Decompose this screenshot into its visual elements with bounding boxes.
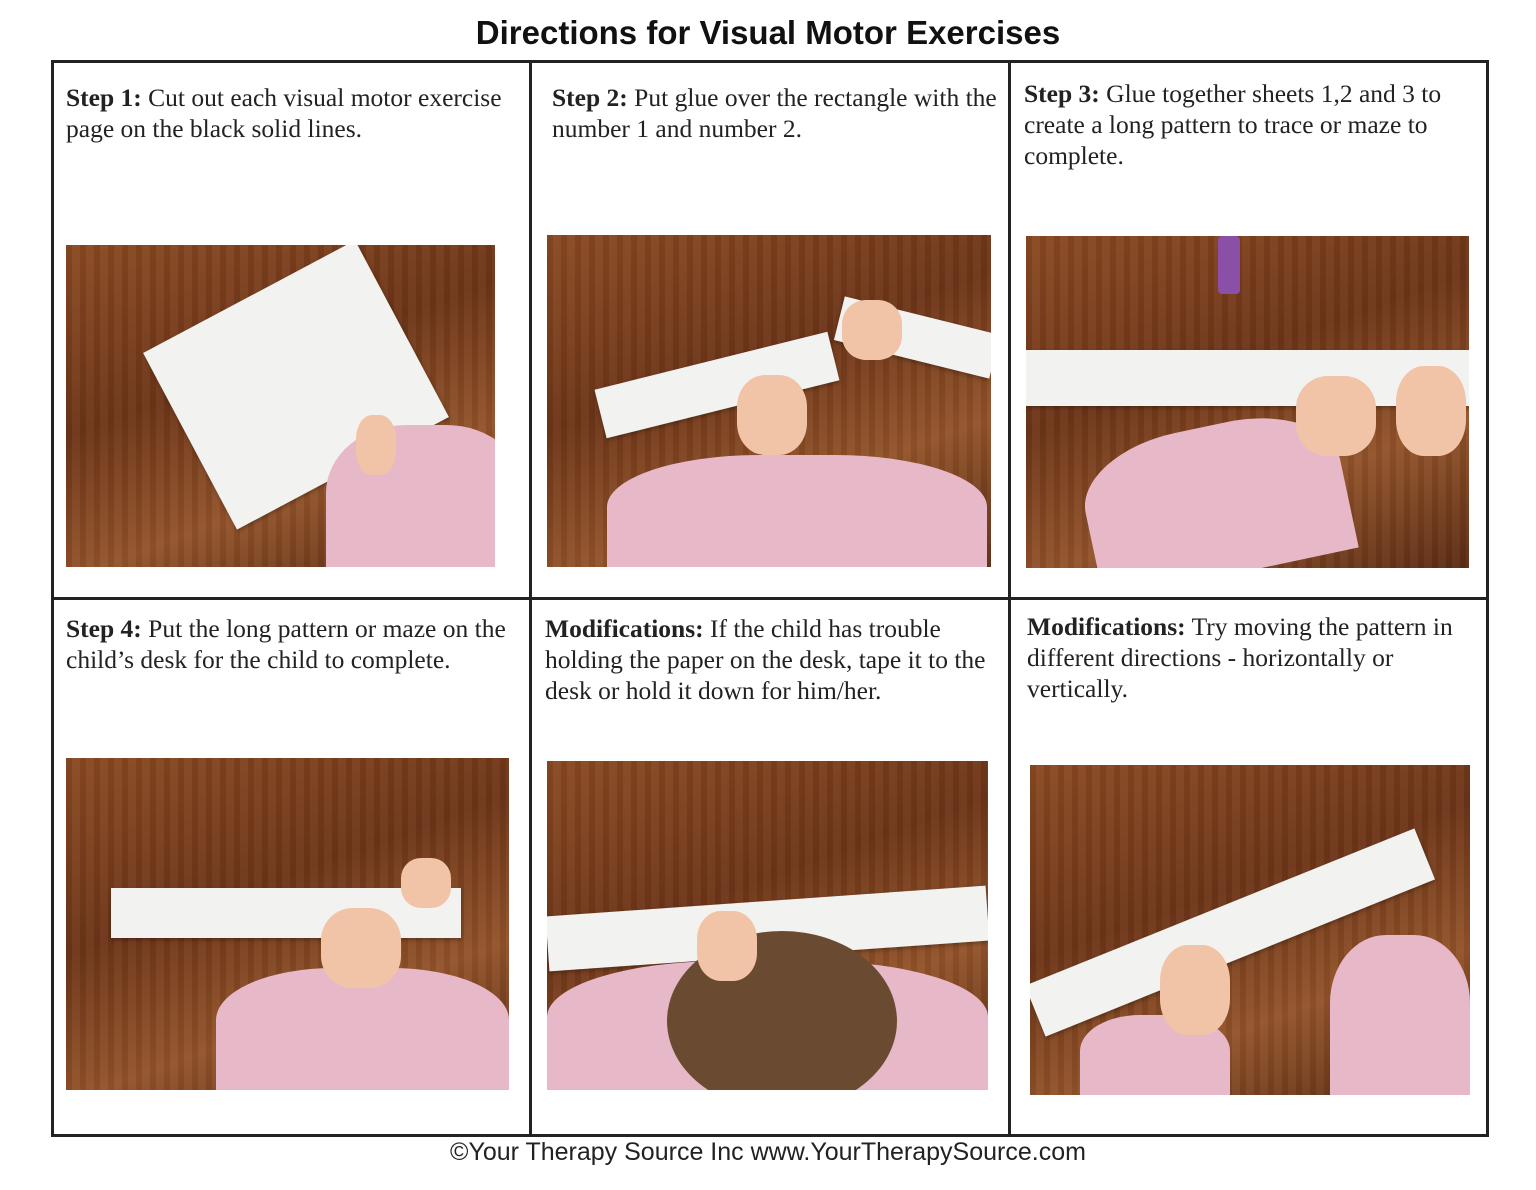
page-title: Directions for Visual Motor Exercises	[475, 14, 1061, 51]
modifications-1-photo	[547, 761, 988, 1090]
photo-detail	[1160, 945, 1230, 1035]
photo-detail	[1218, 236, 1240, 294]
step-4-text	[66, 613, 506, 675]
photo-detail	[1296, 376, 1376, 456]
step-label: Modifications:	[1027, 612, 1186, 641]
step-description: Try moving the pattern in different directions - horizontally or vertically.	[1027, 612, 1453, 703]
step-label: Step 1:	[66, 83, 142, 112]
photo-detail	[1396, 366, 1466, 456]
photo-detail	[737, 375, 807, 455]
step-3-text	[1024, 78, 1474, 171]
modifications-1-text	[545, 613, 1000, 706]
step-label: Modifications:	[545, 614, 704, 643]
step-3-photo	[1026, 236, 1469, 568]
photo-detail	[1330, 935, 1470, 1095]
step-1-photo	[66, 245, 495, 567]
step-1-text	[66, 82, 506, 144]
photo-detail	[321, 908, 401, 988]
divider	[54, 597, 1486, 600]
photo-detail	[356, 415, 396, 475]
photo-detail	[607, 455, 987, 567]
modifications-2-photo	[1030, 765, 1470, 1095]
step-description: Put glue over the rectangle with the number 1 and number 2.	[552, 83, 997, 143]
photo-detail	[401, 858, 451, 908]
photo-detail	[326, 425, 495, 567]
modifications-2-text	[1027, 611, 1477, 704]
step-description: Cut out each visual motor exercise page on the black solid lines.	[66, 83, 502, 143]
photo-detail	[697, 911, 757, 981]
step-4-photo	[66, 758, 509, 1090]
step-description: If the child has trouble holding the paper on the desk, tape it to the desk or hold it down for him/her.	[545, 614, 986, 705]
step-label: Step 3:	[1024, 79, 1100, 108]
step-label: Step 2:	[552, 83, 628, 112]
step-label: Step 4:	[66, 614, 142, 643]
step-2-photo	[547, 235, 991, 567]
step-2-text	[552, 82, 1002, 144]
footer-copyright: ©Your Therapy Source Inc www.YourTherapySource.com	[450, 1138, 1086, 1166]
photo-detail	[842, 300, 902, 360]
step-description: Put the long pattern or maze on the child’s desk for the child to complete.	[66, 614, 506, 674]
step-description: Glue together sheets 1,2 and 3 to create a long pattern to trace or maze to complete.	[1024, 79, 1442, 170]
